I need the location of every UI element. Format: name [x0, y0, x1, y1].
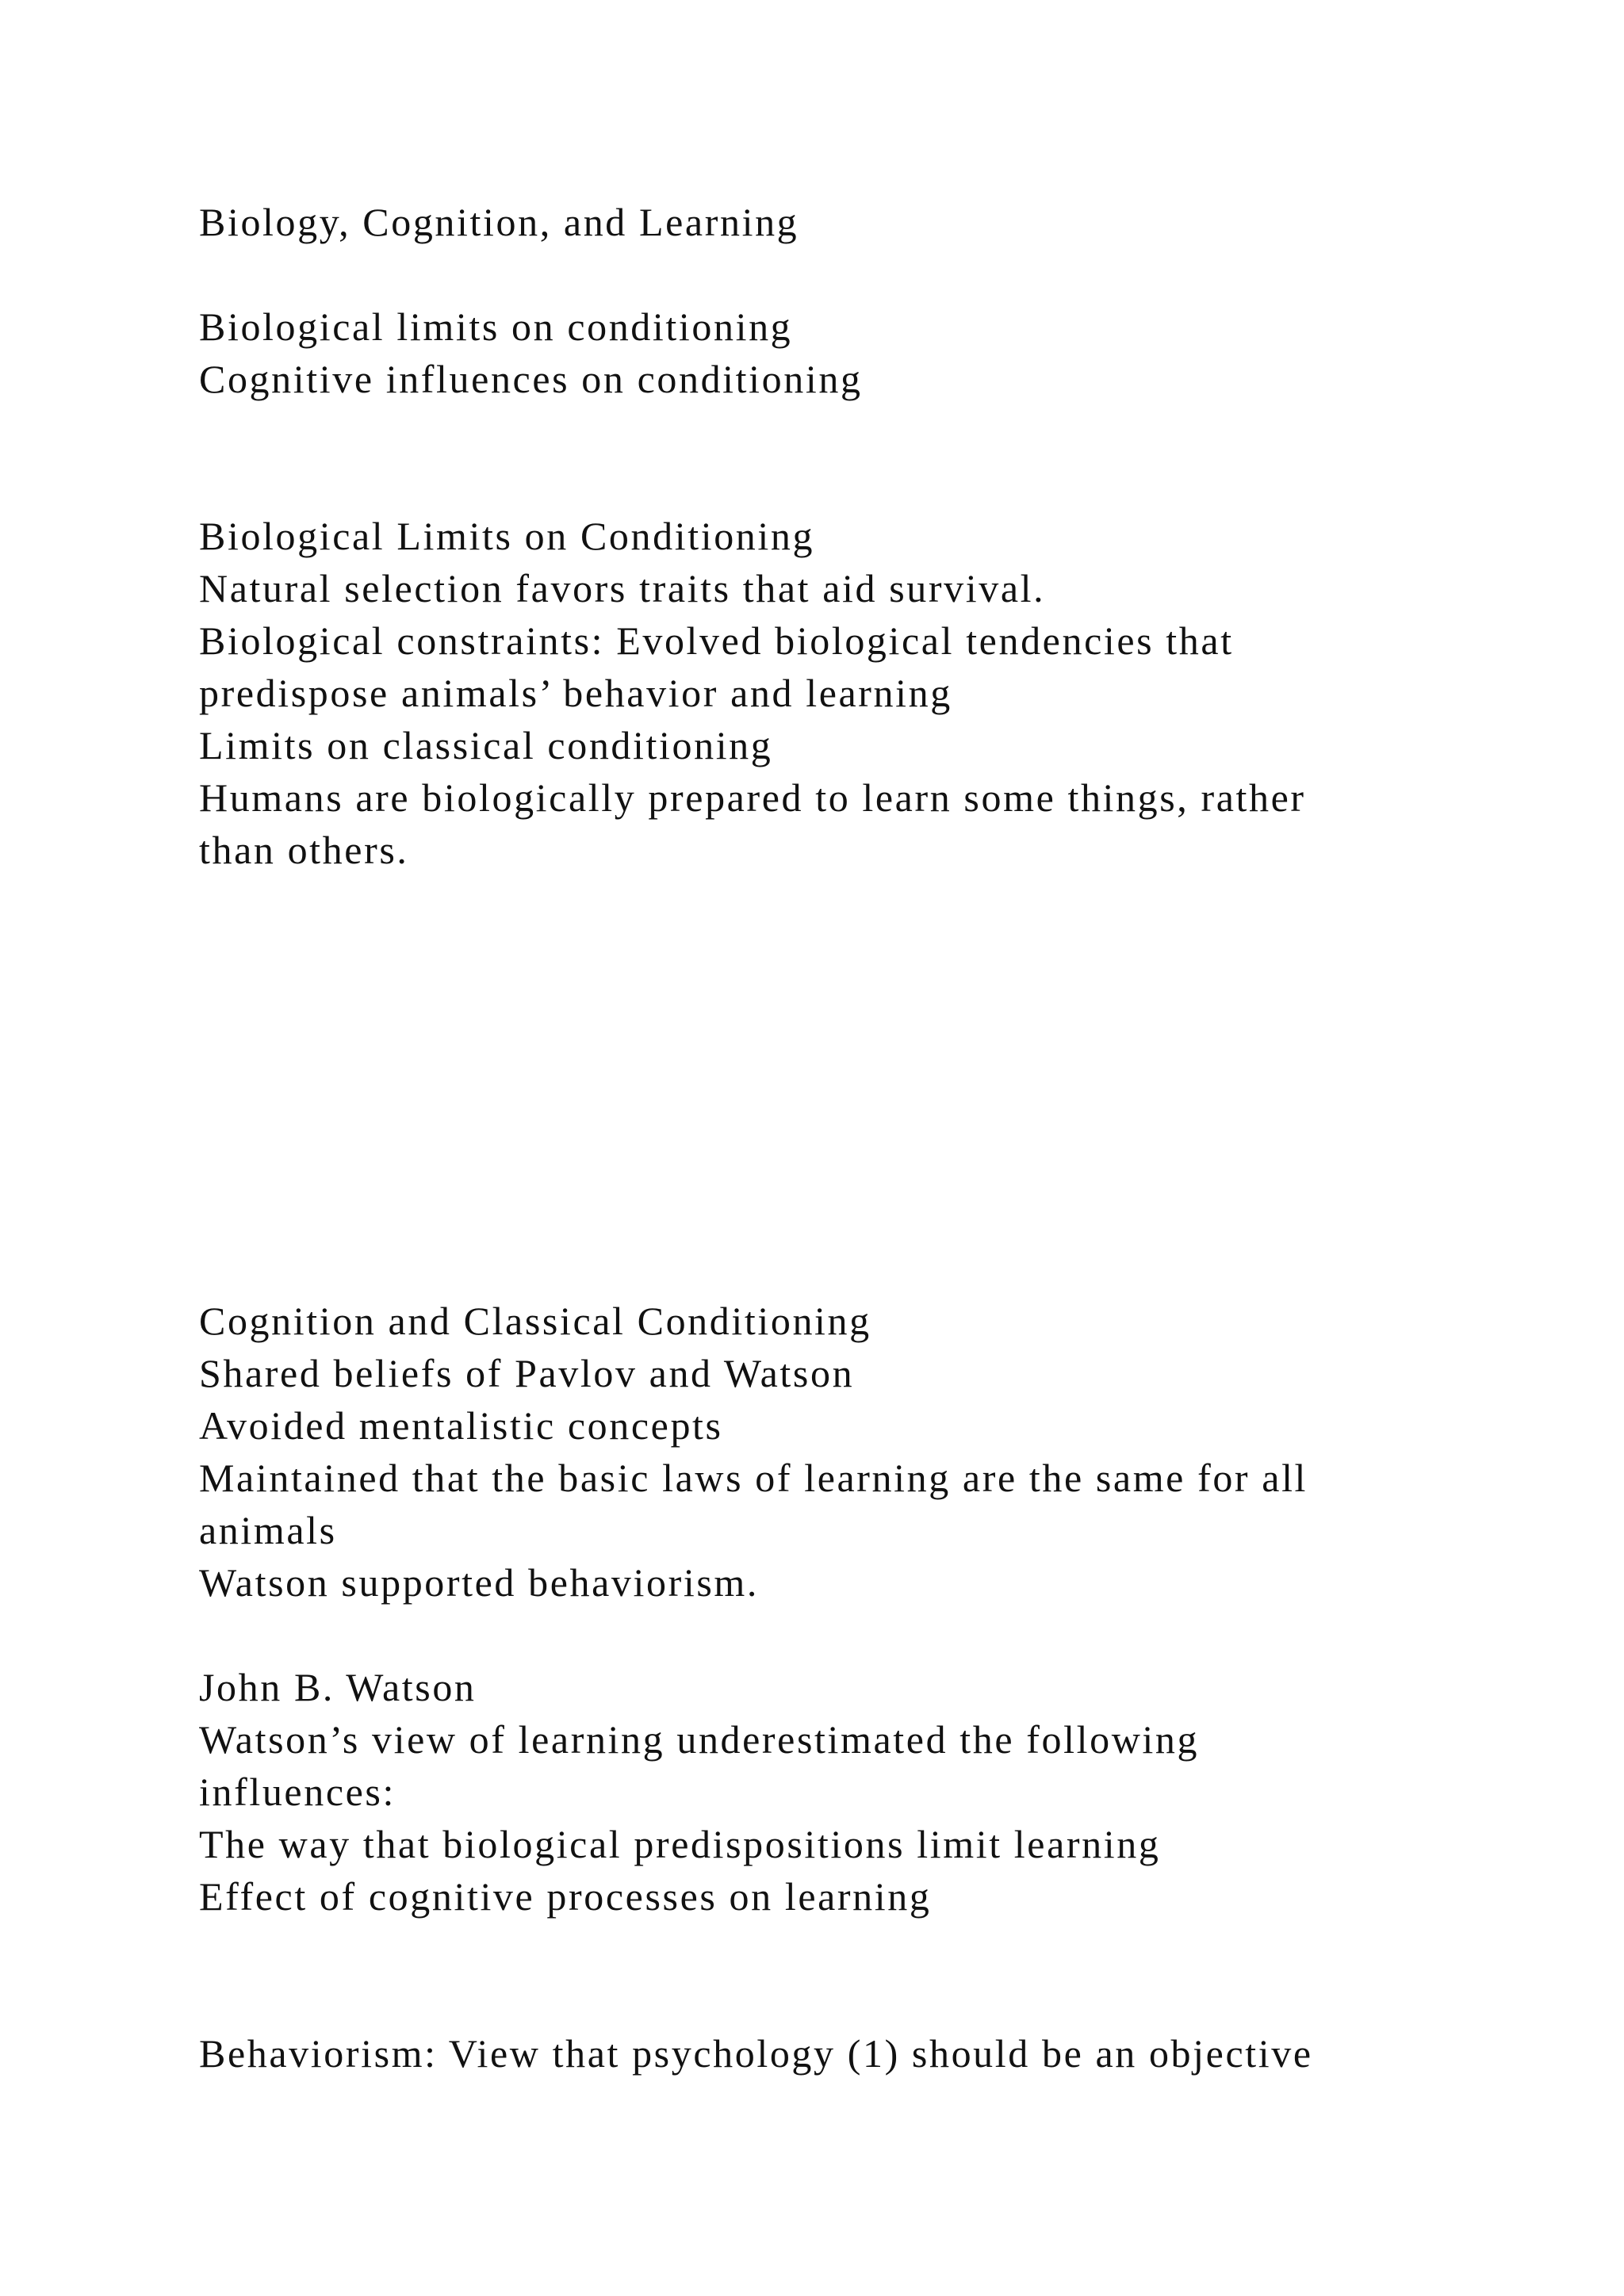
section1-title: Biology, Cognition, and Learning [199, 200, 799, 244]
section2-line-3: predispose animals’ behavior and learning [199, 671, 952, 715]
section3-line-3: Maintained that the basic laws of learning are the same for all [199, 1456, 1308, 1500]
section1-item-1: Biological limits on conditioning [199, 304, 793, 349]
section2-title: Biological Limits on Conditioning [199, 514, 815, 558]
section2-line-4: Limits on classical conditioning [199, 723, 773, 767]
section2-line-6: than others. [199, 828, 409, 872]
section1-item-2: Cognitive influences on conditioning [199, 357, 863, 401]
section4-title: John B. Watson [199, 1665, 477, 1709]
section4-line-2: influences: [199, 1770, 396, 1814]
section2-line-2: Biological constraints: Evolved biological tendencies that [199, 618, 1234, 663]
section2-line-5: Humans are biologically prepared to learn some things, rather [199, 775, 1306, 820]
section4-line-4: Effect of cognitive processes on learning [199, 1874, 932, 1919]
section3-line-5: Watson supported behaviorism. [199, 1560, 759, 1605]
section3-line-2: Avoided mentalistic concepts [199, 1403, 723, 1448]
section5-line-1: Behaviorism: View that psychology (1) should be an objective [199, 2031, 1313, 2076]
section2-line-1: Natural selection favors traits that aid survival. [199, 566, 1046, 610]
section4-line-1: Watson’s view of learning underestimated the following [199, 1717, 1200, 1762]
section3-line-1: Shared beliefs of Pavlov and Watson [199, 1351, 855, 1395]
section3-title: Cognition and Classical Conditioning [199, 1299, 871, 1343]
section3-line-4: animals [199, 1508, 337, 1552]
section4-line-3: The way that biological predispositions limit learning [199, 1822, 1161, 1866]
